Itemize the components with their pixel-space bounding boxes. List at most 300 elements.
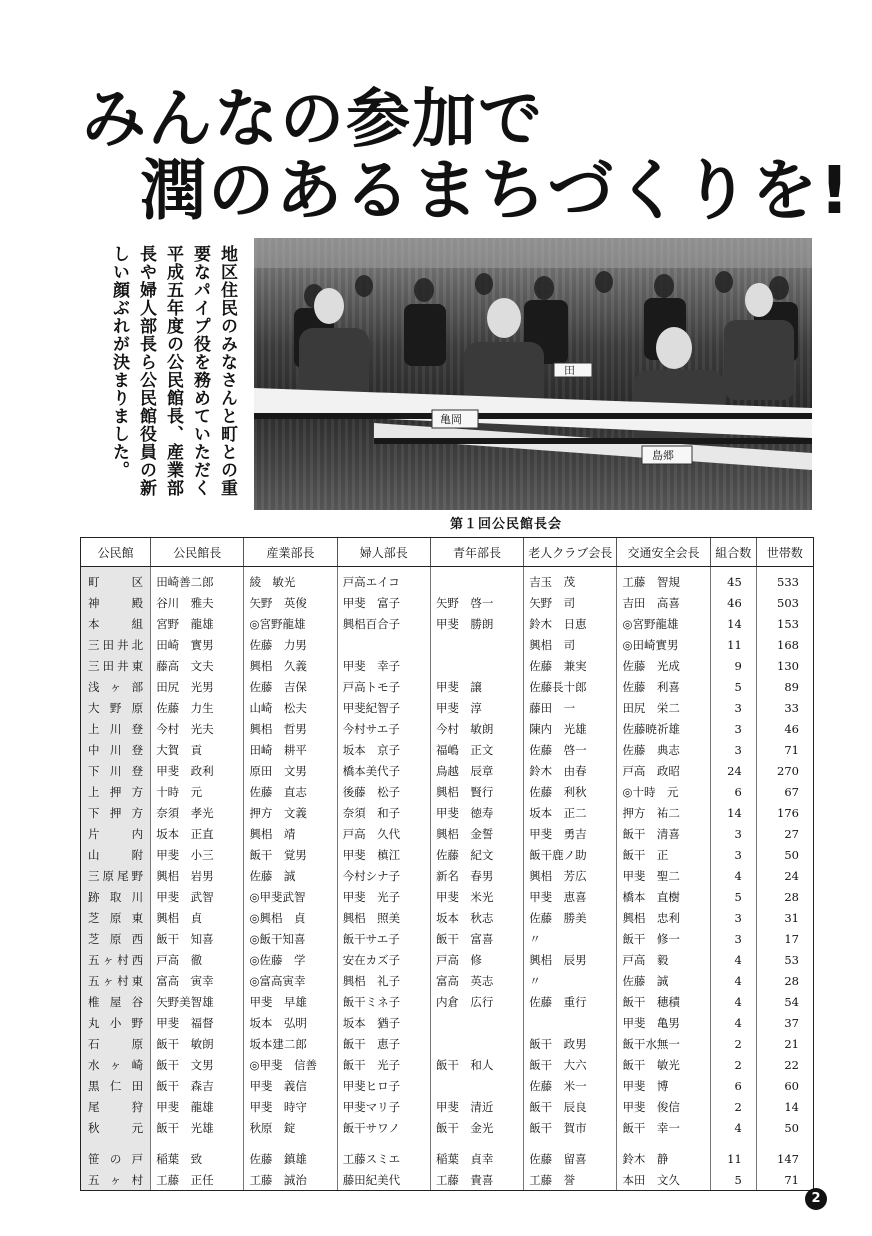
table-cell: 33 <box>756 697 813 718</box>
table-cell: 谷川 雅夫 <box>151 592 244 613</box>
table-cell: 坂本 弘明 <box>244 1012 337 1033</box>
table-row <box>81 970 814 991</box>
table-cell: 89 <box>756 676 813 697</box>
table-cell <box>430 634 523 655</box>
spacer-cell <box>151 1138 244 1148</box>
table-row <box>81 949 814 970</box>
table-cell: 24 <box>710 760 756 781</box>
table-cell: 533 <box>756 567 813 593</box>
kominkan-name-cell: 笹の戸 <box>81 1148 151 1169</box>
table-cell: 503 <box>756 592 813 613</box>
table-cell: ◎佐藤 学 <box>244 949 337 970</box>
table-cell: 飯干 辰良 <box>524 1096 617 1117</box>
table-cell <box>430 567 523 593</box>
table-cell: 6 <box>710 1075 756 1096</box>
header-rojin-club: 老人クラブ会長 <box>524 538 617 567</box>
table-cell: 稲葉 致 <box>151 1148 244 1169</box>
meeting-photo-illustration <box>254 238 812 510</box>
table-cell: 3 <box>710 823 756 844</box>
kominkan-name-cell: 神 殿 <box>81 592 151 613</box>
kominkan-name-cell: 丸小野 <box>81 1012 151 1033</box>
table-cell: 〃 <box>524 970 617 991</box>
table-cell: 5 <box>710 676 756 697</box>
table-cell: 戸高トモ子 <box>337 676 430 697</box>
table-cell: 飯干 光雄 <box>151 1117 244 1138</box>
table-cell: 田尻 光男 <box>151 676 244 697</box>
meeting-photo <box>254 238 812 510</box>
table-spacer-row <box>81 1138 814 1148</box>
table-cell: 今村 光夫 <box>151 718 244 739</box>
table-cell: 270 <box>756 760 813 781</box>
table-cell: ◎興梠 貞 <box>244 907 337 928</box>
table-cell: 興梠 貞 <box>151 907 244 928</box>
table-cell: 綾 敏光 <box>244 567 337 593</box>
kominkan-name-cell: 大野原 <box>81 697 151 718</box>
table-row <box>81 1169 814 1191</box>
kominkan-name-cell: 跡取川 <box>81 886 151 907</box>
placard-3: 田 <box>564 364 575 377</box>
table-cell: 17 <box>756 928 813 949</box>
header-kumiai-count: 組合数 <box>710 538 756 567</box>
table-cell: 4 <box>710 991 756 1012</box>
headline-line-1: みんなの参加で <box>82 83 544 157</box>
table-row <box>81 1096 814 1117</box>
table-cell: 5 <box>710 1169 756 1191</box>
page-number: 2 <box>805 1188 827 1210</box>
photo-caption: 第１回公民館長会 <box>450 517 563 532</box>
table-cell: 内倉 広行 <box>430 991 523 1012</box>
table-cell: 佐藤 力男 <box>244 634 337 655</box>
table-row <box>81 655 814 676</box>
table-cell: 2 <box>710 1096 756 1117</box>
kominkan-name-cell: 五ヶ村西 <box>81 949 151 970</box>
table-cell: 十時 元 <box>151 781 244 802</box>
table-cell: 興梠 礼子 <box>337 970 430 991</box>
kominkan-name-cell: 水ヶ崎 <box>81 1054 151 1075</box>
table-cell: 佐藤 典志 <box>617 739 710 760</box>
table-cell: 4 <box>710 949 756 970</box>
table-cell: 本田 文久 <box>617 1169 710 1191</box>
table-cell: ◎田崎實男 <box>617 634 710 655</box>
table-cell: 新名 春男 <box>430 865 523 886</box>
table-row <box>81 781 814 802</box>
header-setai-count: 世帯数 <box>756 538 813 567</box>
table-cell: 14 <box>710 802 756 823</box>
table-cell: 坂本 京子 <box>337 739 430 760</box>
table-cell: 飯干 金光 <box>430 1117 523 1138</box>
table-cell: 橋本美代子 <box>337 760 430 781</box>
table-row <box>81 1148 814 1169</box>
table-cell: 46 <box>710 592 756 613</box>
table-cell: 3 <box>710 697 756 718</box>
table-row <box>81 697 814 718</box>
table-cell: 安在カズ子 <box>337 949 430 970</box>
table-cell: 佐藤暁祈雄 <box>617 718 710 739</box>
table-cell: 4 <box>710 1012 756 1033</box>
table-cell: 興梠 辰男 <box>524 949 617 970</box>
table-cell: 飯干 光子 <box>337 1054 430 1075</box>
kominkan-name-cell: 芝原東 <box>81 907 151 928</box>
table-cell: 3 <box>710 928 756 949</box>
table-cell: 福嶋 正文 <box>430 739 523 760</box>
table-cell: 鳥越 辰章 <box>430 760 523 781</box>
table-cell: 工藤スミエ <box>337 1148 430 1169</box>
table-cell: 佐藤 留喜 <box>524 1148 617 1169</box>
table-cell: 飯干 文男 <box>151 1054 244 1075</box>
table-cell: 田尻 栄二 <box>617 697 710 718</box>
table-cell: 37 <box>756 1012 813 1033</box>
table-cell: 佐藤 鎮雄 <box>244 1148 337 1169</box>
table-header-row <box>81 538 814 567</box>
spacer-cell <box>524 1138 617 1148</box>
table-cell: 佐藤 兼実 <box>524 655 617 676</box>
table-cell: 押方 文義 <box>244 802 337 823</box>
table-cell: 今村 敏朗 <box>430 718 523 739</box>
table-cell: 〃 <box>524 928 617 949</box>
table-cell: 14 <box>756 1096 813 1117</box>
table-cell: 飯干 幸一 <box>617 1117 710 1138</box>
table-cell: 吉玉 茂 <box>524 567 617 593</box>
table-cell: 3 <box>710 718 756 739</box>
table-row <box>81 844 814 865</box>
table-cell: 54 <box>756 991 813 1012</box>
table-cell: 佐藤 啓一 <box>524 739 617 760</box>
table-cell: 陳内 光雄 <box>524 718 617 739</box>
spacer-cell <box>244 1138 337 1148</box>
table-cell: 飯干 大六 <box>524 1054 617 1075</box>
table-cell: 興梠 賢行 <box>430 781 523 802</box>
table-cell: 4 <box>710 865 756 886</box>
table-cell: 佐藤 吉保 <box>244 676 337 697</box>
table-cell: 坂本 猶子 <box>337 1012 430 1033</box>
table-cell: 飯干 敏朗 <box>151 1033 244 1054</box>
table-row <box>81 567 814 593</box>
table-cell: 28 <box>756 886 813 907</box>
table-cell: 67 <box>756 781 813 802</box>
table-cell: 田崎 耕平 <box>244 739 337 760</box>
table-cell: 興梠 岩男 <box>151 865 244 886</box>
table-cell: 甲斐 勝朗 <box>430 613 523 634</box>
table-cell: 28 <box>756 970 813 991</box>
table-row <box>81 865 814 886</box>
table-cell: 3 <box>710 739 756 760</box>
header-seinen: 青年部長 <box>430 538 523 567</box>
kominkan-name-cell: 浅ヶ部 <box>81 676 151 697</box>
kominkan-name-cell: 中川登 <box>81 739 151 760</box>
table-cell: 50 <box>756 844 813 865</box>
header-sangyo: 産業部長 <box>244 538 337 567</box>
table-cell: 甲斐 富子 <box>337 592 430 613</box>
table-cell: 矢野 英俊 <box>244 592 337 613</box>
table-cell: 176 <box>756 802 813 823</box>
placard-1: 亀岡 <box>440 413 462 426</box>
table-cell: ◎宮野龍雄 <box>617 613 710 634</box>
kominkan-name-cell: 下押方 <box>81 802 151 823</box>
table-cell: 45 <box>710 567 756 593</box>
table-cell: 27 <box>756 823 813 844</box>
table-cell: 奈須 孝光 <box>151 802 244 823</box>
table-row <box>81 760 814 781</box>
table-cell: 興梠 靖 <box>244 823 337 844</box>
table-cell: 甲斐 武智 <box>151 886 244 907</box>
table-cell: 坂本 正直 <box>151 823 244 844</box>
table-cell: 稲葉 貞幸 <box>430 1148 523 1169</box>
table-cell: 甲斐 博 <box>617 1075 710 1096</box>
table-cell: 戸高 政昭 <box>617 760 710 781</box>
table-cell: 興梠 忠利 <box>617 907 710 928</box>
table-row <box>81 1075 814 1096</box>
table-row <box>81 592 814 613</box>
table-cell <box>524 1012 617 1033</box>
kominkan-name-cell: 石 原 <box>81 1033 151 1054</box>
table-row <box>81 739 814 760</box>
kominkan-name-cell: 五ヶ村 <box>81 1169 151 1191</box>
table-cell: 甲斐 時守 <box>244 1096 337 1117</box>
spacer-cell <box>710 1138 756 1148</box>
table-cell: 2 <box>710 1033 756 1054</box>
table-cell: 山崎 松夫 <box>244 697 337 718</box>
table-cell: 戸高 修 <box>430 949 523 970</box>
table-cell: 押方 祐二 <box>617 802 710 823</box>
table-cell: 藤田 一 <box>524 697 617 718</box>
kominkan-name-cell: 五ヶ村東 <box>81 970 151 991</box>
table-cell: 130 <box>756 655 813 676</box>
table-cell: 24 <box>756 865 813 886</box>
spacer-cell <box>81 1138 151 1148</box>
table-cell: 2 <box>710 1054 756 1075</box>
table-cell: 甲斐 政利 <box>151 760 244 781</box>
table-cell: 大賀 貢 <box>151 739 244 760</box>
table-cell: 甲斐 米光 <box>430 886 523 907</box>
table-cell: 甲斐マリ子 <box>337 1096 430 1117</box>
table-cell: 甲斐 光子 <box>337 886 430 907</box>
table-cell: 佐藤 紀文 <box>430 844 523 865</box>
table-cell: ◎十時 元 <box>617 781 710 802</box>
table-cell <box>430 1033 523 1054</box>
header-kominkan: 公民館 <box>81 538 151 567</box>
header-kotsu-anzen: 交通安全会長 <box>617 538 710 567</box>
table-cell: 坂本 正二 <box>524 802 617 823</box>
table-cell: 甲斐 勇吉 <box>524 823 617 844</box>
table-cell: 戸高 毅 <box>617 949 710 970</box>
table-row <box>81 1054 814 1075</box>
table-cell: 藤高 文夫 <box>151 655 244 676</box>
table-cell: 甲斐 徳寿 <box>430 802 523 823</box>
table-row <box>81 991 814 1012</box>
table-cell: 甲斐 小三 <box>151 844 244 865</box>
kominkan-name-cell: 片 内 <box>81 823 151 844</box>
table-cell: 71 <box>756 1169 813 1191</box>
table-row <box>81 676 814 697</box>
kominkan-name-cell: 町 区 <box>81 567 151 593</box>
header-fujin: 婦人部長 <box>337 538 430 567</box>
table-cell <box>430 1075 523 1096</box>
table-cell: 飯干 賀市 <box>524 1117 617 1138</box>
table-cell: 14 <box>710 613 756 634</box>
table-cell: ◎甲斐武智 <box>244 886 337 907</box>
kominkan-name-cell: 本 組 <box>81 613 151 634</box>
table-cell: 4 <box>710 1117 756 1138</box>
spacer-cell <box>430 1138 523 1148</box>
table-cell: 飯干 富喜 <box>430 928 523 949</box>
table-cell: 飯干 森吉 <box>151 1075 244 1096</box>
table-cell: 11 <box>710 634 756 655</box>
table-cell: 今村サエ子 <box>337 718 430 739</box>
table-row <box>81 634 814 655</box>
kominkan-name-cell: 下川登 <box>81 760 151 781</box>
table-row <box>81 907 814 928</box>
table-cell: 甲斐 恵喜 <box>524 886 617 907</box>
table-row <box>81 802 814 823</box>
placard-2: 島郷 <box>652 449 674 462</box>
table-cell: 飯干 覚男 <box>244 844 337 865</box>
table-cell: 佐藤 力生 <box>151 697 244 718</box>
table-cell: 飯干サエ子 <box>337 928 430 949</box>
table-cell: 工藤 誉 <box>524 1169 617 1191</box>
table-cell: 工藤 正任 <box>151 1169 244 1191</box>
table-cell: 46 <box>756 718 813 739</box>
kominkan-name-cell: 尾 狩 <box>81 1096 151 1117</box>
headline-line-2: 潤のあるまちづくりを! <box>140 152 852 229</box>
table-cell: 興梠百合子 <box>337 613 430 634</box>
table-cell: 興梠 芳広 <box>524 865 617 886</box>
table-cell: 秋原 錠 <box>244 1117 337 1138</box>
table-cell: 後藤 松子 <box>337 781 430 802</box>
table-cell: 興梠 照美 <box>337 907 430 928</box>
table-row <box>81 1012 814 1033</box>
table-cell: 飯干 知喜 <box>151 928 244 949</box>
spacer-cell <box>617 1138 710 1148</box>
table-cell: 4 <box>710 970 756 991</box>
table-cell: 31 <box>756 907 813 928</box>
kominkan-name-cell: 芝原西 <box>81 928 151 949</box>
table-cell: 甲斐 譲 <box>430 676 523 697</box>
table-cell <box>337 634 430 655</box>
table-cell: 168 <box>756 634 813 655</box>
table-cell: 宮野 龍雄 <box>151 613 244 634</box>
table-row <box>81 823 814 844</box>
table-cell: 興梠 哲男 <box>244 718 337 739</box>
table-cell: 藤田紀美代 <box>337 1169 430 1191</box>
table-cell: 坂本 秋志 <box>430 907 523 928</box>
table-cell: 工藤 貴喜 <box>430 1169 523 1191</box>
table-cell: 矢野美智雄 <box>151 991 244 1012</box>
table-cell: 工藤 智規 <box>617 567 710 593</box>
table-cell: 甲斐 義信 <box>244 1075 337 1096</box>
table-cell: 飯干 清喜 <box>617 823 710 844</box>
officer-roster-table <box>80 537 814 1191</box>
table-cell: 佐藤長十郎 <box>524 676 617 697</box>
table-cell: 矢野 司 <box>524 592 617 613</box>
table-cell: 戸高エイコ <box>337 567 430 593</box>
table-row <box>81 613 814 634</box>
table-cell: 興梠 久義 <box>244 655 337 676</box>
table-cell: 飯干サワノ <box>337 1117 430 1138</box>
table-cell: 甲斐 聖二 <box>617 865 710 886</box>
table-cell: 53 <box>756 949 813 970</box>
kominkan-name-cell: 椎屋谷 <box>81 991 151 1012</box>
table-cell: 飯干 修一 <box>617 928 710 949</box>
table-cell: 矢野 啓一 <box>430 592 523 613</box>
table-cell: 153 <box>756 613 813 634</box>
table-cell: 興梠 金誓 <box>430 823 523 844</box>
table-row <box>81 1033 814 1054</box>
table-cell: 佐藤 重行 <box>524 991 617 1012</box>
table-cell: 147 <box>756 1148 813 1169</box>
table-cell: 11 <box>710 1148 756 1169</box>
table-cell: 飯干 敏光 <box>617 1054 710 1075</box>
spacer-cell <box>756 1138 813 1148</box>
table-cell: 橋本 直樹 <box>617 886 710 907</box>
table-cell: 3 <box>710 844 756 865</box>
table-cell: 甲斐 龍雄 <box>151 1096 244 1117</box>
table-cell: 工藤 誠治 <box>244 1169 337 1191</box>
header-kominkancho: 公民館長 <box>151 538 244 567</box>
table-cell: 鈴木 静 <box>617 1148 710 1169</box>
table-cell: 佐藤 利喜 <box>617 676 710 697</box>
table-body <box>81 567 814 1191</box>
table-cell: ◎富高寅幸 <box>244 970 337 991</box>
table-cell: 甲斐紀智子 <box>337 697 430 718</box>
table-cell: 佐藤 米一 <box>524 1075 617 1096</box>
table-cell: 甲斐 福督 <box>151 1012 244 1033</box>
table-cell: 飯干 正 <box>617 844 710 865</box>
table-cell: 5 <box>710 886 756 907</box>
table-cell: 71 <box>756 739 813 760</box>
table-cell: 甲斐 早雄 <box>244 991 337 1012</box>
table-cell: 甲斐 俊信 <box>617 1096 710 1117</box>
table-cell: 甲斐 亀男 <box>617 1012 710 1033</box>
table-cell: 佐藤 勝美 <box>524 907 617 928</box>
table-cell: ◎宮野龍雄 <box>244 613 337 634</box>
table-cell: 甲斐 淳 <box>430 697 523 718</box>
kominkan-name-cell: 上押方 <box>81 781 151 802</box>
table-row <box>81 1117 814 1138</box>
table-cell: 田崎 實男 <box>151 634 244 655</box>
table-cell: 飯干 和人 <box>430 1054 523 1075</box>
table-cell: 甲斐 幸子 <box>337 655 430 676</box>
table-row <box>81 886 814 907</box>
table-cell: 飯干鹿ノ助 <box>524 844 617 865</box>
table-cell: 飯干 恵子 <box>337 1033 430 1054</box>
intro-text: 地区住民のみなさんと町との重要なパイプ役を務めていただく平成五年度の公民館長、産業部長や婦人部長ら公民館役員の新しい顔ぶれが決まりました。 <box>109 245 237 497</box>
table-cell: 飯干水無一 <box>617 1033 710 1054</box>
table-cell: 6 <box>710 781 756 802</box>
table-row <box>81 718 814 739</box>
table-cell: 佐藤 光成 <box>617 655 710 676</box>
table-cell: 60 <box>756 1075 813 1096</box>
table-cell: 戸高 徹 <box>151 949 244 970</box>
table-cell: 甲斐 槙江 <box>337 844 430 865</box>
kominkan-name-cell: 三田井東 <box>81 655 151 676</box>
table-cell: 飯干ミネ子 <box>337 991 430 1012</box>
table-cell: 飯干 政男 <box>524 1033 617 1054</box>
table-cell: 興梠 司 <box>524 634 617 655</box>
table-cell: 田崎善二郎 <box>151 567 244 593</box>
table-cell <box>430 655 523 676</box>
table-cell: 奈須 和子 <box>337 802 430 823</box>
table-cell: 佐藤 利秋 <box>524 781 617 802</box>
table-cell: ◎甲斐 信善 <box>244 1054 337 1075</box>
table-cell: 佐藤 直志 <box>244 781 337 802</box>
kominkan-name-cell: 三原尾野 <box>81 865 151 886</box>
table-cell: 富高 英志 <box>430 970 523 991</box>
table-cell: 甲斐 清近 <box>430 1096 523 1117</box>
table-cell <box>430 1012 523 1033</box>
kominkan-name-cell: 上川登 <box>81 718 151 739</box>
table-cell: 21 <box>756 1033 813 1054</box>
table-cell: 原田 文男 <box>244 760 337 781</box>
